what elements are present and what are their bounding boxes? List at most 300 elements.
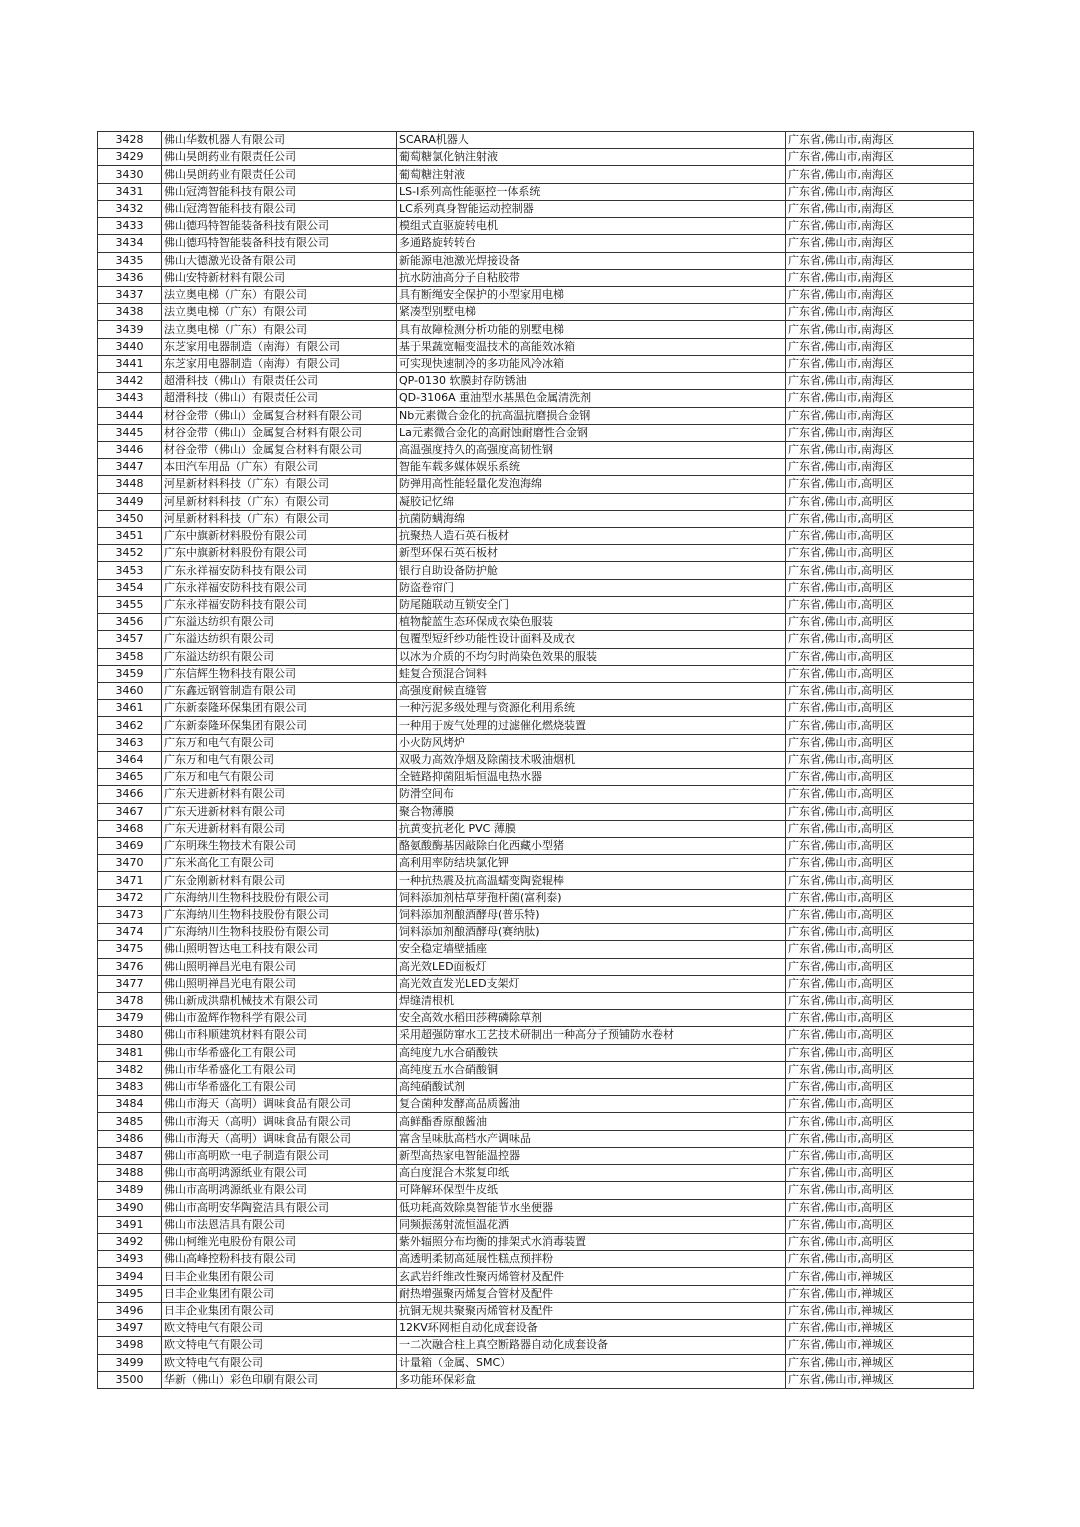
row-number-cell: 3457 [98,631,162,648]
product-name-cell: 双吸力高效净烟及除菌技术吸油烟机 [397,751,786,768]
product-name-cell: 饲料添加剂枯草芽孢杆菌(富利泰) [397,889,786,906]
table-row [98,183,974,200]
table-row [98,1354,974,1371]
table-row [98,614,974,631]
company-name-cell: 佛山德玛特智能装备科技有限公司 [162,218,397,235]
table-row [98,683,974,700]
location-cell: 广东省,佛山市,高明区 [786,1096,974,1113]
product-name-cell: 复合菌种发酵高品质酱油 [397,1096,786,1113]
product-name-cell: 紫外辐照分布均衡的排架式水消毒装置 [397,1234,786,1251]
row-number-cell: 3464 [98,751,162,768]
company-name-cell: 河星新材料科技（广东）有限公司 [162,476,397,493]
product-name-cell: 一种抗热震及抗高温蠕变陶瓷辊棒 [397,872,786,889]
table-row [98,424,974,441]
location-cell: 广东省,佛山市,高明区 [786,1010,974,1027]
row-number-cell: 3468 [98,820,162,837]
table-row [98,992,974,1009]
product-name-cell: 凝胶记忆绵 [397,493,786,510]
row-number-cell: 3473 [98,906,162,923]
product-name-cell: 高光效直发光LED支架灯 [397,975,786,992]
company-name-cell: 佛山照明禅昌光电有限公司 [162,958,397,975]
row-number-cell: 3431 [98,183,162,200]
company-name-cell: 广东金刚新材料有限公司 [162,872,397,889]
product-name-cell: 抗聚热人造石英石板材 [397,528,786,545]
product-name-cell: 银行自助设备防护舱 [397,562,786,579]
location-cell: 广东省,佛山市,高明区 [786,820,974,837]
product-name-cell: Nb元素微合金化的抗高温抗磨损合金钢 [397,407,786,424]
row-number-cell: 3479 [98,1010,162,1027]
row-number-cell: 3475 [98,941,162,958]
product-name-cell: 一种用于废气处理的过滤催化燃烧装置 [397,717,786,734]
company-name-cell: 佛山冠湾智能科技有限公司 [162,183,397,200]
company-name-cell: 佛山市华希盛化工有限公司 [162,1079,397,1096]
company-name-cell: 佛山高峰控粉科技有限公司 [162,1251,397,1268]
product-name-cell: QP-0130 软膜封存防锈油 [397,373,786,390]
product-name-cell: 模组式直驱旋转电机 [397,218,786,235]
company-name-cell: 佛山照明智达电工科技有限公司 [162,941,397,958]
table-row [98,149,974,166]
company-name-cell: 河星新材料科技（广东）有限公司 [162,510,397,527]
company-name-cell: 广东万和电气有限公司 [162,751,397,768]
location-cell: 广东省,佛山市,高明区 [786,545,974,562]
location-cell: 广东省,佛山市,高明区 [786,476,974,493]
table-row [98,218,974,235]
row-number-cell: 3478 [98,992,162,1009]
product-name-cell: 新型高热家电智能温控器 [397,1147,786,1164]
location-cell: 广东省,佛山市,高明区 [786,975,974,992]
location-cell: 广东省,佛山市,高明区 [786,1130,974,1147]
table-row [98,510,974,527]
row-number-cell: 3461 [98,700,162,717]
location-cell: 广东省,佛山市,禅城区 [786,1320,974,1337]
company-name-cell: 广东天进新材料有限公司 [162,803,397,820]
table-row [98,769,974,786]
row-number-cell: 3455 [98,596,162,613]
table-row [98,1285,974,1302]
product-name-cell: 酪氨酸酶基因敲除白化西藏小型猪 [397,837,786,854]
row-number-cell: 3436 [98,269,162,286]
row-number-cell: 3429 [98,149,162,166]
row-number-cell: 3494 [98,1268,162,1285]
row-number-cell: 3439 [98,321,162,338]
row-number-cell: 3447 [98,459,162,476]
location-cell: 广东省,佛山市,高明区 [786,700,974,717]
table-row [98,786,974,803]
table-row [98,1216,974,1233]
company-name-cell: 广东永祥福安防科技有限公司 [162,596,397,613]
location-cell: 广东省,佛山市,禅城区 [786,1302,974,1319]
table-row [98,803,974,820]
location-cell: 广东省,佛山市,南海区 [786,166,974,183]
table-row [98,872,974,889]
company-name-cell: 日丰企业集团有限公司 [162,1268,397,1285]
table-row [98,1165,974,1182]
location-cell: 广东省,佛山市,禅城区 [786,1354,974,1371]
table-row [98,545,974,562]
row-number-cell: 3444 [98,407,162,424]
product-name-cell: 高纯度九水合硝酸铁 [397,1044,786,1061]
location-cell: 广东省,佛山市,高明区 [786,906,974,923]
company-name-cell: 广东天进新材料有限公司 [162,820,397,837]
product-name-cell: 高透明柔韧高延展性糕点预拌粉 [397,1251,786,1268]
company-name-cell: 东芝家用电器制造（南海）有限公司 [162,355,397,372]
row-number-cell: 3470 [98,855,162,872]
table-row [98,700,974,717]
company-name-cell: 材谷金带（佛山）金属复合材料有限公司 [162,424,397,441]
location-cell: 广东省,佛山市,高明区 [786,1027,974,1044]
company-name-cell: 法立奥电梯（广东）有限公司 [162,321,397,338]
row-number-cell: 3446 [98,441,162,458]
location-cell: 广东省,佛山市,高明区 [786,1113,974,1130]
row-number-cell: 3490 [98,1199,162,1216]
row-number-cell: 3440 [98,338,162,355]
table-row [98,441,974,458]
row-number-cell: 3485 [98,1113,162,1130]
location-cell: 广东省,佛山市,高明区 [786,872,974,889]
row-number-cell: 3487 [98,1147,162,1164]
company-name-cell: 华新（佛山）彩色印刷有限公司 [162,1371,397,1388]
product-name-cell: 多功能环保彩盒 [397,1371,786,1388]
product-name-cell: 基于果蔬宽幅变温技术的高能效冰箱 [397,338,786,355]
location-cell: 广东省,佛山市,南海区 [786,183,974,200]
location-cell: 广东省,佛山市,高明区 [786,924,974,941]
location-cell: 广东省,佛山市,高明区 [786,1165,974,1182]
company-name-cell: 材谷金带（佛山）金属复合材料有限公司 [162,407,397,424]
table-row [98,941,974,958]
location-cell: 广东省,佛山市,高明区 [786,1182,974,1199]
product-name-cell: 可实现快速制冷的多功能风冷冰箱 [397,355,786,372]
company-name-cell: 欧文特电气有限公司 [162,1354,397,1371]
company-name-cell: 广东中旗新材料股份有限公司 [162,545,397,562]
product-name-cell: 抗水防油高分子自粘胶带 [397,269,786,286]
company-name-cell: 佛山市高明欧一电子制造有限公司 [162,1147,397,1164]
product-name-cell: 焊缝清根机 [397,992,786,1009]
row-number-cell: 3460 [98,683,162,700]
company-name-cell: 材谷金带（佛山）金属复合材料有限公司 [162,441,397,458]
location-cell: 广东省,佛山市,南海区 [786,286,974,303]
table-row [98,321,974,338]
location-cell: 广东省,佛山市,南海区 [786,269,974,286]
row-number-cell: 3441 [98,355,162,372]
company-name-cell: 佛山市华希盛化工有限公司 [162,1044,397,1061]
company-name-cell: 广东明珠生物技术有限公司 [162,837,397,854]
location-cell: 广东省,佛山市,南海区 [786,338,974,355]
product-name-cell: 防盗卷帘门 [397,579,786,596]
table-row [98,269,974,286]
product-name-cell: SCARA机器人 [397,132,786,149]
product-name-cell: 饲料添加剂酿酒酵母(普乐特) [397,906,786,923]
product-name-cell: 安全高效水稻田莎稗磷除草剂 [397,1010,786,1027]
table-row [98,1320,974,1337]
product-name-cell: 高白度混合木浆复印纸 [397,1165,786,1182]
row-number-cell: 3472 [98,889,162,906]
location-cell: 广东省,佛山市,高明区 [786,648,974,665]
company-name-cell: 广东海纳川生物科技股份有限公司 [162,924,397,941]
location-cell: 广东省,佛山市,南海区 [786,321,974,338]
table-row [98,717,974,734]
product-name-cell: 饲料添加剂酿酒酵母(赛纳肽) [397,924,786,941]
row-number-cell: 3493 [98,1251,162,1268]
row-number-cell: 3484 [98,1096,162,1113]
row-number-cell: 3433 [98,218,162,235]
company-name-cell: 佛山德玛特智能装备科技有限公司 [162,235,397,252]
table-row [98,1044,974,1061]
row-number-cell: 3465 [98,769,162,786]
company-name-cell: 广东信辉生物科技有限公司 [162,665,397,682]
product-name-cell: 新能源电池激光焊接设备 [397,252,786,269]
row-number-cell: 3482 [98,1061,162,1078]
row-number-cell: 3483 [98,1079,162,1096]
row-number-cell: 3500 [98,1371,162,1388]
product-name-cell: 抗菌防螨海绵 [397,510,786,527]
location-cell: 广东省,佛山市,高明区 [786,1199,974,1216]
company-name-cell: 佛山大德激光设备有限公司 [162,252,397,269]
company-name-cell: 广东新泰隆环保集团有限公司 [162,700,397,717]
company-name-cell: 佛山市高明鸿源纸业有限公司 [162,1182,397,1199]
row-number-cell: 3459 [98,665,162,682]
product-name-cell: 具有断绳安全保护的小型家用电梯 [397,286,786,303]
row-number-cell: 3458 [98,648,162,665]
location-cell: 广东省,佛山市,高明区 [786,1216,974,1233]
company-name-cell: 超滑科技（佛山）有限责任公司 [162,390,397,407]
row-number-cell: 3497 [98,1320,162,1337]
company-name-cell: 佛山照明禅昌光电有限公司 [162,975,397,992]
location-cell: 广东省,佛山市,高明区 [786,1147,974,1164]
table-row [98,1199,974,1216]
table-row [98,596,974,613]
table-row [98,906,974,923]
table-row [98,975,974,992]
company-name-cell: 日丰企业集团有限公司 [162,1285,397,1302]
row-number-cell: 3452 [98,545,162,562]
table-row [98,355,974,372]
row-number-cell: 3437 [98,286,162,303]
location-cell: 广东省,佛山市,禅城区 [786,1268,974,1285]
location-cell: 广东省,佛山市,南海区 [786,407,974,424]
company-name-cell: 佛山市科顺建筑材料有限公司 [162,1027,397,1044]
company-name-cell: 佛山冠湾智能科技有限公司 [162,200,397,217]
table-row [98,1251,974,1268]
company-name-cell: 日丰企业集团有限公司 [162,1302,397,1319]
company-name-cell: 广东万和电气有限公司 [162,769,397,786]
row-number-cell: 3454 [98,579,162,596]
row-number-cell: 3466 [98,786,162,803]
location-cell: 广东省,佛山市,高明区 [786,1079,974,1096]
table-row [98,1337,974,1354]
product-name-cell: 高温强度持久的高强度高韧性钢 [397,441,786,458]
table-row [98,304,974,321]
product-name-cell: 高纯硝酸试剂 [397,1079,786,1096]
company-name-cell: 佛山市华希盛化工有限公司 [162,1061,397,1078]
table-row [98,579,974,596]
company-name-cell: 佛山市高明鸿源纸业有限公司 [162,1165,397,1182]
table-row [98,166,974,183]
location-cell: 广东省,佛山市,高明区 [786,717,974,734]
table-row [98,200,974,217]
table-row [98,1234,974,1251]
company-name-cell: 佛山昊朗药业有限责任公司 [162,149,397,166]
table-row [98,1079,974,1096]
location-cell: 广东省,佛山市,高明区 [786,855,974,872]
company-name-cell: 广东海纳川生物科技股份有限公司 [162,906,397,923]
location-cell: 广东省,佛山市,高明区 [786,1061,974,1078]
location-cell: 广东省,佛山市,南海区 [786,459,974,476]
table-row [98,407,974,424]
product-name-cell: 抗铜无规共聚聚丙烯管材及配件 [397,1302,786,1319]
row-number-cell: 3449 [98,493,162,510]
location-cell: 广东省,佛山市,高明区 [786,751,974,768]
location-cell: 广东省,佛山市,高明区 [786,579,974,596]
row-number-cell: 3492 [98,1234,162,1251]
company-name-cell: 广东新泰隆环保集团有限公司 [162,717,397,734]
row-number-cell: 3462 [98,717,162,734]
product-name-cell: 全链路抑菌阻垢恒温电热水器 [397,769,786,786]
location-cell: 广东省,佛山市,南海区 [786,235,974,252]
company-name-cell: 广东鑫远钢管制造有限公司 [162,683,397,700]
table-row [98,235,974,252]
table-row [98,286,974,303]
product-name-cell: 小火防风烤炉 [397,734,786,751]
location-cell: 广东省,佛山市,禅城区 [786,1371,974,1388]
company-name-cell: 超滑科技（佛山）有限责任公司 [162,373,397,390]
product-name-cell: 新型环保石英石板材 [397,545,786,562]
product-name-cell: 高光效LED面板灯 [397,958,786,975]
table-row [98,1130,974,1147]
table-row [98,1182,974,1199]
row-number-cell: 3443 [98,390,162,407]
row-number-cell: 3488 [98,1165,162,1182]
location-cell: 广东省,佛山市,高明区 [786,1044,974,1061]
table-body [98,132,974,1389]
location-cell: 广东省,佛山市,南海区 [786,424,974,441]
product-name-cell: 富含呈味肽高档水产调味品 [397,1130,786,1147]
product-name-cell: 可降解环保型牛皮纸 [397,1182,786,1199]
row-number-cell: 3499 [98,1354,162,1371]
row-number-cell: 3448 [98,476,162,493]
location-cell: 广东省,佛山市,高明区 [786,992,974,1009]
row-number-cell: 3476 [98,958,162,975]
table-row [98,493,974,510]
row-number-cell: 3453 [98,562,162,579]
product-name-cell: 高鲜酯香原酿酱油 [397,1113,786,1130]
table-row [98,734,974,751]
table-row [98,889,974,906]
product-name-cell: 多通路旋转转台 [397,235,786,252]
table-row [98,1371,974,1388]
company-name-cell: 佛山市海天（高明）调味食品有限公司 [162,1130,397,1147]
location-cell: 广东省,佛山市,高明区 [786,596,974,613]
product-name-cell: 高强度耐候直缝管 [397,683,786,700]
product-name-cell: La元素微合金化的高耐蚀耐磨性合金钢 [397,424,786,441]
table-row [98,390,974,407]
row-number-cell: 3491 [98,1216,162,1233]
location-cell: 广东省,佛山市,高明区 [786,614,974,631]
table-row [98,373,974,390]
row-number-cell: 3456 [98,614,162,631]
location-cell: 广东省,佛山市,南海区 [786,441,974,458]
table-row [98,528,974,545]
product-name-cell: 植物靛蓝生态环保成衣染色服装 [397,614,786,631]
row-number-cell: 3451 [98,528,162,545]
company-name-cell: 东芝家用电器制造（南海）有限公司 [162,338,397,355]
product-name-cell: 安全稳定墙壁插座 [397,941,786,958]
location-cell: 广东省,佛山市,高明区 [786,958,974,975]
table-row [98,1302,974,1319]
row-number-cell: 3430 [98,166,162,183]
location-cell: 广东省,佛山市,南海区 [786,390,974,407]
company-name-cell: 佛山华数机器人有限公司 [162,132,397,149]
row-number-cell: 3471 [98,872,162,889]
location-cell: 广东省,佛山市,高明区 [786,510,974,527]
product-name-cell: 一二次融合柱上真空断路器自动化成套设备 [397,1337,786,1354]
product-name-cell: 12KV环网柜自动化成套设备 [397,1320,786,1337]
product-name-cell: 抗黄变抗老化 PVC 薄膜 [397,820,786,837]
row-number-cell: 3434 [98,235,162,252]
row-number-cell: 3463 [98,734,162,751]
row-number-cell: 3442 [98,373,162,390]
product-name-cell: 防尾随联动互锁安全门 [397,596,786,613]
table-row [98,252,974,269]
table-row [98,665,974,682]
location-cell: 广东省,佛山市,南海区 [786,218,974,235]
product-name-cell: 玄武岩纤维改性聚丙烯管材及配件 [397,1268,786,1285]
table-row [98,1113,974,1130]
table-row [98,476,974,493]
company-name-cell: 广东永祥福安防科技有限公司 [162,579,397,596]
location-cell: 广东省,佛山市,高明区 [786,493,974,510]
company-name-cell: 佛山昊朗药业有限责任公司 [162,166,397,183]
product-list-table [97,131,974,1389]
location-cell: 广东省,佛山市,高明区 [786,889,974,906]
table-row [98,958,974,975]
company-name-cell: 广东米高化工有限公司 [162,855,397,872]
row-number-cell: 3496 [98,1302,162,1319]
location-cell: 广东省,佛山市,南海区 [786,252,974,269]
table-row [98,1096,974,1113]
location-cell: 广东省,佛山市,南海区 [786,304,974,321]
table-row [98,1147,974,1164]
product-name-cell: 高利用率防结块氯化钾 [397,855,786,872]
company-name-cell: 佛山市海天（高明）调味食品有限公司 [162,1096,397,1113]
product-name-cell: 葡萄糖注射液 [397,166,786,183]
row-number-cell: 3495 [98,1285,162,1302]
product-name-cell: 同频振荡射流恒温花洒 [397,1216,786,1233]
row-number-cell: 3467 [98,803,162,820]
row-number-cell: 3428 [98,132,162,149]
company-name-cell: 欧文特电气有限公司 [162,1337,397,1354]
location-cell: 广东省,佛山市,高明区 [786,1251,974,1268]
company-name-cell: 佛山新成洪鼎机械技术有限公司 [162,992,397,1009]
product-name-cell: QD-3106A 重油型水基黑色金属清洗剂 [397,390,786,407]
row-number-cell: 3498 [98,1337,162,1354]
table-row [98,132,974,149]
row-number-cell: 3474 [98,924,162,941]
company-name-cell: 佛山市法恩洁具有限公司 [162,1216,397,1233]
location-cell: 广东省,佛山市,南海区 [786,373,974,390]
row-number-cell: 3435 [98,252,162,269]
product-name-cell: LC系列真身智能运动控制器 [397,200,786,217]
location-cell: 广东省,佛山市,高明区 [786,769,974,786]
table-row [98,1010,974,1027]
company-name-cell: 法立奥电梯（广东）有限公司 [162,286,397,303]
product-name-cell: 防弹用高性能轻量化发泡海绵 [397,476,786,493]
company-name-cell: 广东海纳川生物科技股份有限公司 [162,889,397,906]
company-name-cell: 广东永祥福安防科技有限公司 [162,562,397,579]
table-row [98,459,974,476]
table-row [98,820,974,837]
product-name-cell: 蛙复合预混合饲料 [397,665,786,682]
row-number-cell: 3477 [98,975,162,992]
